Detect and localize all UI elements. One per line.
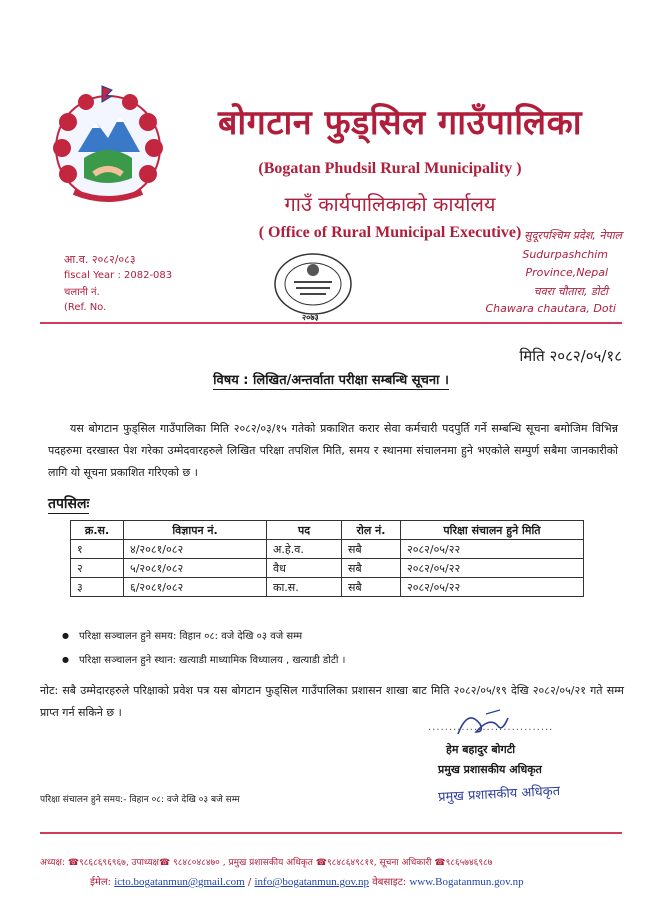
cell-roll-no: सबै	[342, 578, 401, 597]
cell-post: का.स.	[267, 578, 342, 597]
col-exam-date: परिक्षा संचालन हुने मिति	[401, 521, 584, 540]
office-seal	[268, 250, 358, 322]
office-title-np: गाउँ कार्यपालिकाको कार्यालय	[284, 192, 496, 216]
ref-no-en: (Ref. No.	[64, 302, 107, 313]
cell-serial: ३	[71, 578, 124, 597]
signatory-designation: प्रमुख प्रशासकीय अधिकृत	[438, 763, 542, 776]
ref-no-np: चलानी नं.	[64, 287, 100, 298]
cell-post: वैध	[267, 559, 342, 578]
province-en-line1: Sudurpashchim	[522, 248, 608, 261]
seal-year: २०७३	[302, 313, 319, 322]
signature-line: ..............................	[428, 722, 554, 733]
fiscal-year-en: fiscal Year : 2082-083	[64, 270, 173, 281]
email-label: ईमेल:	[90, 877, 112, 888]
email-link-icto[interactable]: icto.bogatanmun@gmail.com	[114, 876, 245, 888]
table-header-row	[71, 521, 584, 540]
email-link-info[interactable]: info@bogatanmun.gov.np	[254, 876, 369, 888]
notice-paragraph: यस बोगटान फुड्सिल गाउँपालिका मिति २०८२/०३/१५ गतेको प्रकाशित करार सेवा कर्मचारी पदपुर्ति गर्ने सम्बन्धि सूचना बमोजिम विभिन्न पदहरुमा दरखास्त पेश गरेका उम्मेदवारहरुले लिखित परिक्षा तपशिल मिति, समय र स्थानमा संचालनमा हुने भएकोले सम्पुर्ण सबैमा जानकारीको लागि यो सूचना प्रकाशित गरिएको छ ।	[48, 422, 618, 479]
notice-date: मिति २०८२/०५/१८	[519, 347, 622, 365]
details-label: तपसिलः	[48, 496, 90, 512]
footer-links	[90, 874, 524, 888]
cell-serial: १	[71, 540, 124, 559]
admit-card-note: नोट: सबै उम्मेदारहरुले परिक्षाको प्रवेश पत्र यस बोगटान फुड्सिल गाउँपालिका प्रशासन शाखा बाट मिति २०८२/०५/१९ देखि २०८२/०५/२१ गते सम्म प्राप्त गर्न सकिने छ ।	[40, 684, 624, 719]
bullet-exam-time: ● परिक्षा सञ्चालन हुने समय: विहान ०८: वजे देखि ०३ वजे सम्म	[62, 628, 302, 642]
website-label: वेबसाइट:	[372, 877, 407, 888]
province-en-line2: Province,Nepal	[525, 266, 608, 279]
municipality-title-np: बोगटान फुड्सिल गाउँपालिका	[217, 103, 583, 143]
municipality-title-en: (Bogatan Phudsil Rural Municipality )	[258, 160, 522, 177]
cell-serial: २	[71, 559, 124, 578]
fiscal-year-np: आ.व. २०८२/०८३	[64, 253, 136, 266]
table-row	[71, 559, 584, 578]
cell-roll-no: सबै	[342, 559, 401, 578]
col-serial: क्र.स.	[71, 521, 124, 540]
notice-subject-text: विषय : लिखित/अन्तर्वाता परीक्षा सम्बन्धि सूचना ।	[213, 373, 449, 388]
bullet-exam-venue: ● परिक्षा सञ्चालन हुने स्थान: खत्याडी माध्यामिक विध्यालय , खत्याडी डोटी ।	[62, 652, 345, 666]
cell-exam-date: २०८२/०५/२२	[401, 578, 584, 597]
footer-contacts: अध्यक्ष: ☎९८६८६९६९६७, उपाध्यक्ष☎ ९८४८०४८४७० , प्रमुख प्रशासकीय अधिकृत ☎९८४८६४९८११, सूचना अधिकारी ☎९८६५७४६९८७	[40, 858, 493, 868]
footer-divider	[40, 832, 622, 834]
table-row	[71, 578, 584, 597]
signatory-name: हेम बहादुर बोगटी	[446, 743, 516, 756]
cell-roll-no: सबै	[342, 540, 401, 559]
cell-advertisement-no: ४/२०८१/०८२	[124, 540, 267, 559]
cell-advertisement-no: ६/२०८१/०८२	[124, 578, 267, 597]
col-advertisement-no: विज्ञापन नं.	[124, 521, 267, 540]
exam-schedule-table	[70, 520, 584, 597]
cell-post: अ.हे.व.	[267, 540, 342, 559]
table-row	[71, 540, 584, 559]
col-post: पद	[267, 521, 342, 540]
place-en: Chawara chautara, Doti	[485, 302, 616, 315]
website-link[interactable]: www.Bogatanmun.gov.np	[409, 876, 524, 888]
cell-exam-date: २०८२/०५/२२	[401, 540, 584, 559]
cell-advertisement-no: ५/२०८१/०८२	[124, 559, 267, 578]
office-title-en: ( Office of Rural Municipal Executive)	[258, 224, 522, 241]
email-separator: /	[244, 877, 255, 888]
designation-stamp: प्रमुख प्रशासकीय अधिकृत	[437, 783, 561, 806]
province-np: सुदूरपश्चिम प्रदेश, नेपाल	[524, 229, 622, 242]
place-np: चवरा चौतारा, डोटी	[533, 285, 608, 298]
header-divider	[40, 322, 622, 324]
col-roll-no: रोल नं.	[342, 521, 401, 540]
exam-time-note: परिक्षा संचालन हुने समय:- विहान ०८: वजे देखि ०३ बजे सम्म	[40, 795, 240, 805]
cell-exam-date: २०८२/०५/२२	[401, 559, 584, 578]
notice-subject	[0, 370, 662, 388]
